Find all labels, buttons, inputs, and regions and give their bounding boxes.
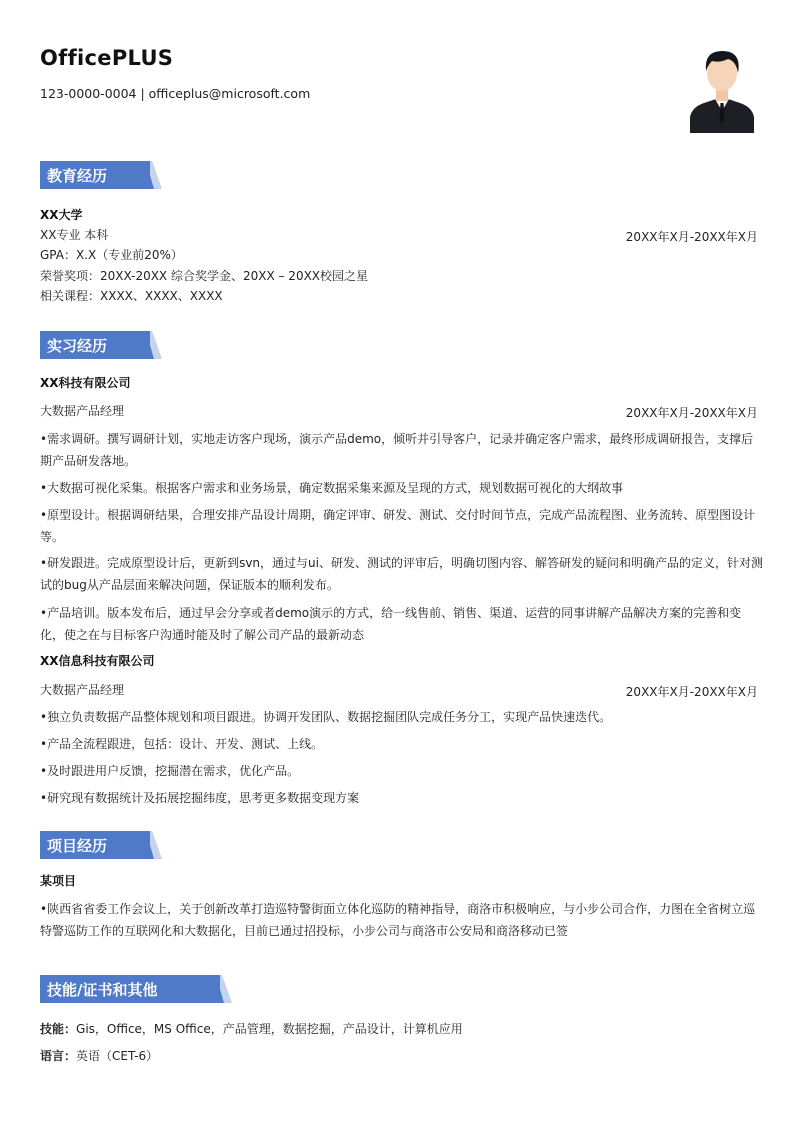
job-role: 大数据产品经理 <box>40 404 125 418</box>
job-date: 20XX年X月-20XX年X月 <box>625 406 758 420</box>
section-header-education <box>40 161 160 189</box>
honors: 荣誉奖项：20XX-20XX 综合奖学金、20XX – 20XX校园之星 <box>40 269 369 283</box>
education-date: 20XX年X月-20XX年X月 <box>625 230 758 244</box>
section-title: 实习经历 <box>47 337 108 355</box>
courses: 相关课程：XXXX、XXXX、XXXX <box>40 289 223 303</box>
list-item: •产品培训。版本发布后，通过早会分享或者demo演示的方式，给一线售前、销售、渠道、运营的同事讲解产品解决方案的完善和变化，使之在与目标客户沟通时能及时了解公司产品的最新动态 <box>40 606 742 642</box>
skills-line <box>40 1020 463 1038</box>
skills-label: 技能： <box>40 1022 77 1036</box>
project-name: 某项目 <box>40 874 77 888</box>
list-item: •研发跟进。完成原型设计后，更新到svn，通过与ui、研发、测试的评审后，明确切图内容、解答研发的疑问和明确产品的定义，针对测试的bug从产品层面来解决问题，保证版本的顺利发布。 <box>40 556 763 592</box>
list-item: •需求调研。撰写调研计划，实地走访客户现场，演示产品demo，倾听并引导客户，记录并确定客户需求，最终形成调研报告，支撑后期产品研发落地。 <box>40 432 754 468</box>
person-avatar-icon <box>690 45 754 133</box>
list-item: •陕西省省委工作会议上，关于创新改革打造巡特警街面立体化巡防的精神指导，商洛市积极响应，与小步公司合作，力图在全省树立巡特警巡防工作的互联网化和大数据化，目前已通过招投标，小步公司与商洛市公安局和商洛移动已签 <box>40 902 756 938</box>
company-name: XX科技有限公司 <box>40 376 131 390</box>
section-header-internship <box>40 331 160 359</box>
list-item: •产品全流程跟进，包括：设计、开发、测试、上线。 <box>40 737 324 751</box>
language-value: 英语（CET-6） <box>76 1049 159 1063</box>
skills-value: Gis，Office，MS Office，产品管理，数据挖掘，产品设计，计算机应用 <box>76 1022 463 1036</box>
list-item: •原型设计。根据调研结果，合理安排产品设计周期，确定评审、研发、测试、交付时间节点，完成产品流程图、业务流转、原型图设计等。 <box>40 508 756 544</box>
language-line <box>40 1047 158 1065</box>
contact-info: 123-0000-0004 | officeplus@microsoft.com <box>40 86 311 101</box>
section-header-project <box>40 831 160 859</box>
job-date: 20XX年X月-20XX年X月 <box>625 685 758 699</box>
resume-name: OfficePLUS <box>40 46 174 70</box>
section-title: 项目经历 <box>47 837 108 855</box>
list-item: •研究现有数据统计及拓展挖掘纬度，思考更多数据变现方案 <box>40 791 360 805</box>
company-name: XX信息科技有限公司 <box>40 654 155 668</box>
section-header-skills <box>40 975 230 1003</box>
list-item: •及时跟进用户反馈，挖掘潜在需求，优化产品。 <box>40 764 300 778</box>
school-name: XX大学 <box>40 208 83 222</box>
list-item: •独立负责数据产品整体规划和项目跟进。协调开发团队、数据挖掘团队完成任务分工，实现产品快速迭代。 <box>40 710 612 724</box>
job-role: 大数据产品经理 <box>40 683 125 697</box>
section-title: 教育经历 <box>47 167 108 185</box>
gpa: GPA：X.X（专业前20%） <box>40 248 183 262</box>
language-label: 语言： <box>40 1049 77 1063</box>
major: XX专业 本科 <box>40 228 109 242</box>
avatar <box>690 45 754 133</box>
section-title: 技能/证书和其他 <box>47 981 158 999</box>
list-item: •大数据可视化采集。根据客户需求和业务场景，确定数据采集来源及呈现的方式，规划数据可视化的大纲故事 <box>40 481 624 495</box>
